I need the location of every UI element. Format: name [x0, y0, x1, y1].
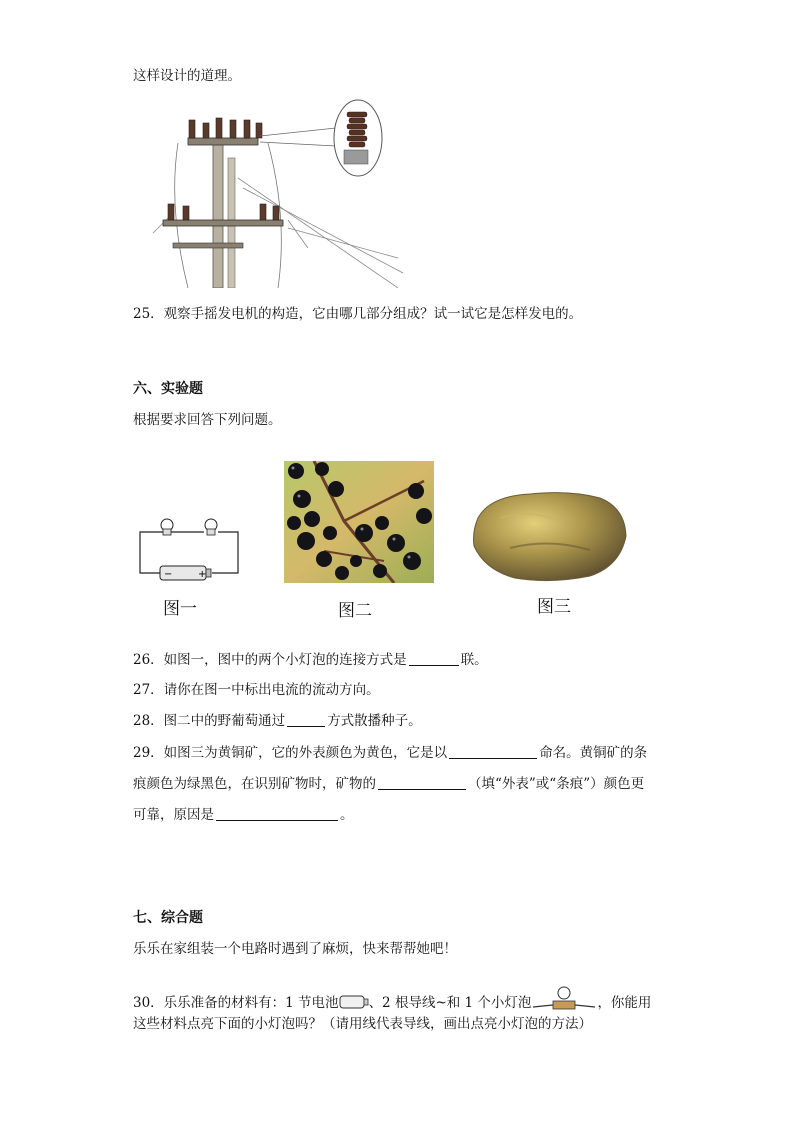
battery-icon — [339, 993, 369, 1011]
section-7-intro: 乐乐在家组装一个电路时遇到了麻烦，快来帮帮她吧！ — [133, 941, 457, 957]
bulb-holder-icon — [531, 985, 597, 1015]
figure-1-caption: 图一 — [163, 599, 197, 619]
section-6-title: 六、实验题 — [133, 381, 203, 397]
bulb-icon — [205, 519, 217, 535]
svg-text:+: + — [198, 569, 207, 580]
question-29-line-2: 痕颜色为绿黑色，在识别矿物时，矿物的 （填“外表”或“条痕”）颜色更 — [133, 776, 645, 792]
power-pole-image — [148, 98, 408, 288]
figure-3-chalcopyrite-photo — [470, 488, 630, 583]
section-6-intro: 根据要求回答下列问题。 — [133, 412, 282, 428]
figure-3-caption: 图三 — [537, 597, 571, 617]
answer-blank[interactable] — [449, 744, 537, 759]
question-29-line-1: 29．如图三为黄铜矿，它的外表颜色为黄色，它是以 命名。黄铜矿的条 — [133, 745, 648, 761]
figure-2-caption: 图二 — [338, 601, 372, 621]
answer-blank[interactable] — [216, 806, 338, 821]
question-27: 27．请你在图一中标出电流的流动方向。 — [133, 682, 380, 698]
battery-icon — [160, 566, 211, 580]
answer-blank[interactable] — [409, 651, 459, 666]
figure-1-circuit — [136, 515, 246, 585]
section-7-title: 七、综合题 — [133, 910, 203, 926]
svg-text:−: − — [164, 569, 173, 580]
question-25: 25．观察手摇发电机的构造，它由哪几部分组成？试一试它是怎样发电的。 — [133, 306, 583, 322]
answer-blank[interactable] — [287, 712, 325, 727]
question-28: 28．图二中的野葡萄通过 方式散播种子。 — [133, 713, 422, 729]
answer-blank[interactable] — [378, 775, 466, 790]
question-26: 26．如图一，图中的两个小灯泡的连接方式是 联。 — [133, 652, 488, 668]
question-30-line-2: 这些材料点亮下面的小灯泡吗？（请用线代表导线，画出点亮小灯泡的方法） — [133, 1016, 592, 1032]
bulb-icon — [161, 519, 173, 535]
question-29-line-3: 可靠，原因是 。 — [133, 807, 354, 823]
figure-2-wild-grape-photo — [284, 461, 434, 583]
top-line: 这样设计的道理。 — [133, 68, 241, 84]
question-30-line-1: 30．乐乐准备的材料有：1 节电池 、2 根导线~和 1 个小灯泡 ，你能用 — [133, 985, 651, 1015]
